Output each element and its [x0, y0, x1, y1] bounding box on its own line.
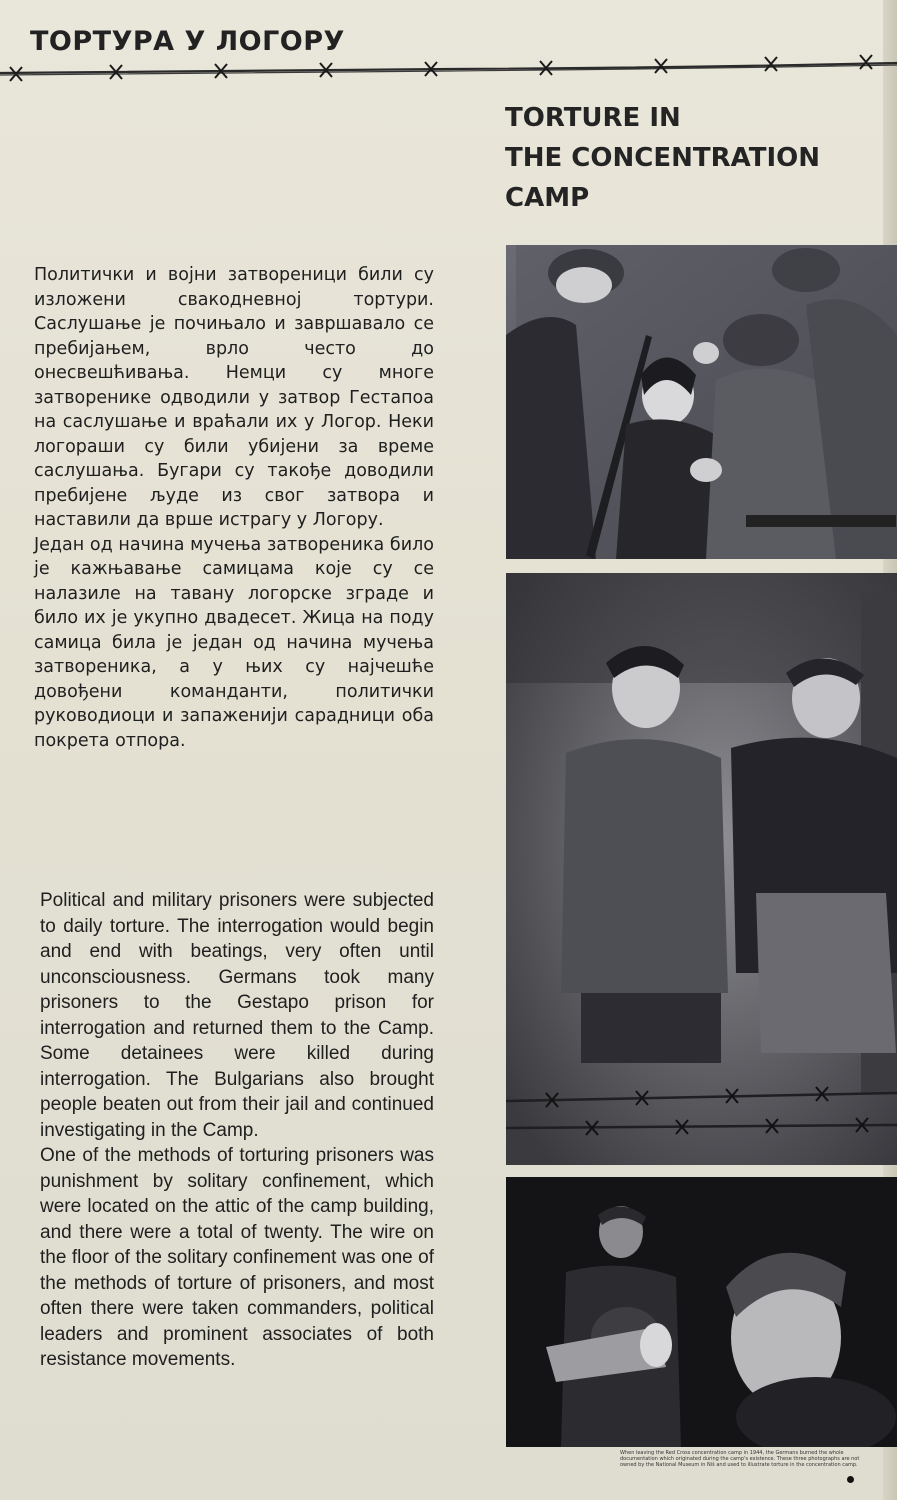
- body-text-serbian: [34, 263, 434, 753]
- paragraph-en-1: Political and military prisoners were subjected to daily torture. The interrogation would begin and end with beatings, very often until unconsciousness. Germans took many prisoners to the Gestapo prison for interrogation and returned them to the Camp. Some detainees were killed during interrogation. The Bulgarians also brought people beaten out from their jail and continued investigating in the Camp.: [40, 890, 434, 1141]
- title-english-line1: TORTURE IN: [505, 103, 681, 133]
- title-english: [505, 98, 897, 218]
- photo-dark-interrogation: [506, 1177, 897, 1447]
- paragraph-sr-1: Политички и војни затвореници били су изложени свакодневној тортури. Саслушање је почињало и завршавало се пребијањем, врло често до онесвешћивања. Немци су многе затворенике одводили у затвор Гестапоа на саслушање и враћали их у Логор. Неки логораши су били убијени за време саслушања. Бугари су такође доводили пребијене људе из свог затвора и наставили да врше истрагу у Логору.: [34, 265, 434, 530]
- title-serbian: ТОРТУРА У ЛОГОРУ: [30, 26, 345, 57]
- paragraph-sr-2: Један од начина мучења затвореника било је кажњавање самицама које су се налазиле на тавану логорске зграде и било их је укупно двадесет. Жица на поду самица била је један од начина мучења затвореника, а у њих су најчешће довођени команданти, политички руководиоци и запаженији сарадници оба покрета отпора.: [34, 534, 434, 751]
- barbed-wire-divider: [0, 52, 897, 92]
- photo-interrogation: [506, 245, 897, 559]
- paragraph-en-2: One of the methods of torturing prisoners was punishment by solitary confinement, which were located on the attic of the camp building, and there were a total of twenty. The wire on the floor of the solitary confinement was one of the methods of torture of prisoners, and most often there were taken commanders, political leaders and prominent associates of both resistance movements.: [40, 1145, 434, 1370]
- photo-kneeling-prisoners: [506, 573, 897, 1165]
- body-text-english: [40, 888, 434, 1373]
- marker-dot: [847, 1476, 854, 1483]
- photo-caption: When leaving the Red Cross concentration camp in 1944, the Germans burned the whole documentation which originated during the camp's existence. These three photographs are not owned by the National Museum in Niš and used to illustrate torture in the concentration camp.: [620, 1450, 860, 1468]
- title-english-line2: THE CONCENTRATION CAMP: [505, 143, 820, 213]
